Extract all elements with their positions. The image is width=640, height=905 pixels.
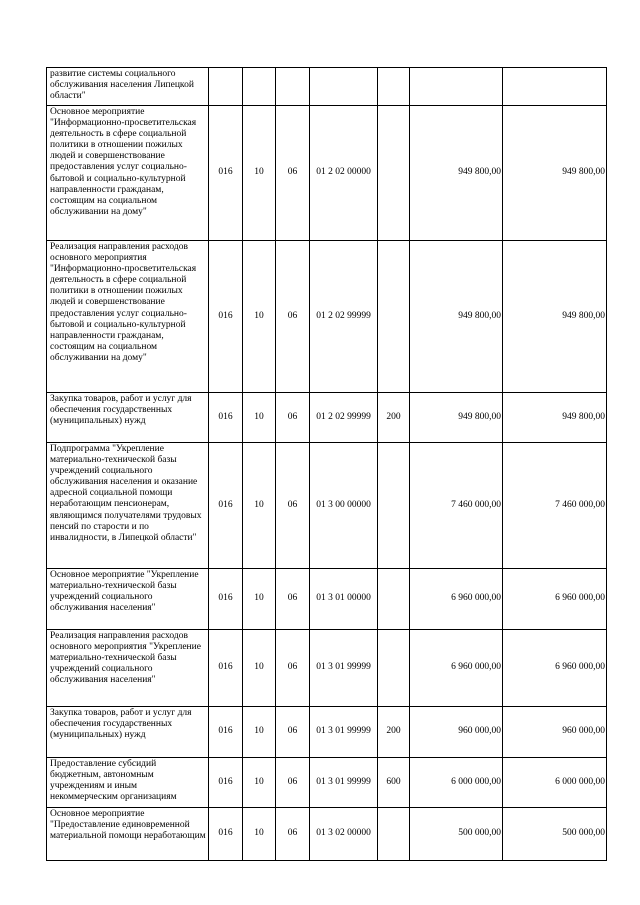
budget-table xyxy=(46,67,607,861)
amount-cell: 6 960 000,00 xyxy=(503,569,607,630)
target-article-cell: 01 3 01 99999 xyxy=(310,707,378,758)
expense-type-cell xyxy=(378,808,410,861)
amount-cell: 7 460 000,00 xyxy=(503,443,607,569)
department-code-cell: 016 xyxy=(209,758,243,808)
department-code-cell: 016 xyxy=(209,106,243,241)
expense-type-cell xyxy=(378,106,410,241)
target-article-cell: 01 2 02 99999 xyxy=(310,393,378,443)
department-code-cell xyxy=(209,68,243,106)
amount-cell: 6 960 000,00 xyxy=(410,630,503,707)
target-article-cell: 01 2 02 00000 xyxy=(310,106,378,241)
expense-type-cell: 200 xyxy=(378,707,410,758)
subsection-code-cell: 06 xyxy=(276,569,310,630)
section-code-cell: 10 xyxy=(243,758,276,808)
subsection-code-cell: 06 xyxy=(276,393,310,443)
target-article-cell: 01 2 02 99999 xyxy=(310,241,378,393)
subsection-code-cell: 06 xyxy=(276,443,310,569)
table-row xyxy=(47,393,607,443)
section-code-cell: 10 xyxy=(243,106,276,241)
amount-cell: 7 460 000,00 xyxy=(410,443,503,569)
expense-type-cell xyxy=(378,569,410,630)
target-article-cell: 01 3 01 99999 xyxy=(310,758,378,808)
subsection-code-cell xyxy=(276,68,310,106)
department-code-cell: 016 xyxy=(209,808,243,861)
expense-name-cell: Закупка товаров, работ и услуг для обеспечения государственных (муниципальных) нужд xyxy=(47,707,209,758)
table-row xyxy=(47,630,607,707)
amount-cell: 6 960 000,00 xyxy=(410,569,503,630)
department-code-cell: 016 xyxy=(209,241,243,393)
table-row xyxy=(47,569,607,630)
subsection-code-cell: 06 xyxy=(276,241,310,393)
expense-name-cell: Реализация направления расходов основного мероприятия "Укрепление материально-технической базы учреждений социального обслуживания населения" xyxy=(47,630,209,707)
department-code-cell: 016 xyxy=(209,569,243,630)
expense-name-cell: Основное мероприятие "Предоставление единовременной материальной помощи неработающим xyxy=(47,808,209,861)
section-code-cell xyxy=(243,68,276,106)
expense-type-cell xyxy=(378,68,410,106)
expense-name-cell: Основное мероприятие "Укрепление материально-технической базы учреждений социального обслуживания населения" xyxy=(47,569,209,630)
amount-cell: 949 800,00 xyxy=(503,393,607,443)
expense-type-cell xyxy=(378,443,410,569)
table-row xyxy=(47,443,607,569)
target-article-cell: 01 3 01 00000 xyxy=(310,569,378,630)
expense-type-cell xyxy=(378,630,410,707)
expense-type-cell: 600 xyxy=(378,758,410,808)
expense-type-cell: 200 xyxy=(378,393,410,443)
section-code-cell: 10 xyxy=(243,241,276,393)
amount-cell xyxy=(410,68,503,106)
amount-cell: 6 000 000,00 xyxy=(503,758,607,808)
amount-cell: 949 800,00 xyxy=(410,106,503,241)
section-code-cell: 10 xyxy=(243,808,276,861)
expense-type-cell xyxy=(378,241,410,393)
subsection-code-cell: 06 xyxy=(276,106,310,241)
expense-name-cell: развитие системы социального обслуживания населения Липецкой области" xyxy=(47,68,209,106)
section-code-cell: 10 xyxy=(243,707,276,758)
amount-cell: 6 000 000,00 xyxy=(410,758,503,808)
expense-name-cell: Реализация направления расходов основного мероприятия "Информационно-просветительская деятельность в сфере социальной политики в отношении пожилых людей и совершенствование предоставления услуг социально-бытовой и социально-культурной направленности гражданам, состоящим на социальном обслуживании на дому" xyxy=(47,241,209,393)
target-article-cell: 01 3 01 99999 xyxy=(310,630,378,707)
section-code-cell: 10 xyxy=(243,569,276,630)
target-article-cell: 01 3 00 00000 xyxy=(310,443,378,569)
table-row xyxy=(47,241,607,393)
expense-name-cell: Основное мероприятие "Информационно-просветительская деятельность в сфере социальной политики в отношении пожилых людей и совершенствование предоставления услуг социально-бытовой и социально-культурной направленности гражданам, состоящим на социальном обслуживании на дому" xyxy=(47,106,209,241)
expense-name-cell: Закупка товаров, работ и услуг для обеспечения государственных (муниципальных) нужд xyxy=(47,393,209,443)
amount-cell: 949 800,00 xyxy=(410,241,503,393)
table-row xyxy=(47,707,607,758)
department-code-cell: 016 xyxy=(209,443,243,569)
amount-cell: 960 000,00 xyxy=(410,707,503,758)
table-row xyxy=(47,758,607,808)
target-article-cell xyxy=(310,68,378,106)
department-code-cell: 016 xyxy=(209,707,243,758)
expense-name-cell: Подпрограмма "Укрепление материально-технической базы учреждений социального обслуживания населения и оказание адресной социальной помощи неработающим пенсионерам, являющимся получателями трудовых пенсий по старости и по инвалидности, в Липецкой области" xyxy=(47,443,209,569)
target-article-cell: 01 3 02 00000 xyxy=(310,808,378,861)
amount-cell xyxy=(503,68,607,106)
table-row xyxy=(47,808,607,861)
section-code-cell: 10 xyxy=(243,630,276,707)
table-body xyxy=(47,68,607,861)
expense-name-cell: Предоставление субсидий бюджетным, автономным учреждениям и иным некоммерческим организациям xyxy=(47,758,209,808)
amount-cell: 949 800,00 xyxy=(503,241,607,393)
department-code-cell: 016 xyxy=(209,393,243,443)
amount-cell: 960 000,00 xyxy=(503,707,607,758)
department-code-cell: 016 xyxy=(209,630,243,707)
section-code-cell: 10 xyxy=(243,443,276,569)
amount-cell: 500 000,00 xyxy=(503,808,607,861)
amount-cell: 6 960 000,00 xyxy=(503,630,607,707)
subsection-code-cell: 06 xyxy=(276,808,310,861)
amount-cell: 949 800,00 xyxy=(410,393,503,443)
table-row xyxy=(47,68,607,106)
section-code-cell: 10 xyxy=(243,393,276,443)
amount-cell: 500 000,00 xyxy=(410,808,503,861)
amount-cell: 949 800,00 xyxy=(503,106,607,241)
subsection-code-cell: 06 xyxy=(276,707,310,758)
subsection-code-cell: 06 xyxy=(276,630,310,707)
table-row xyxy=(47,106,607,241)
subsection-code-cell: 06 xyxy=(276,758,310,808)
